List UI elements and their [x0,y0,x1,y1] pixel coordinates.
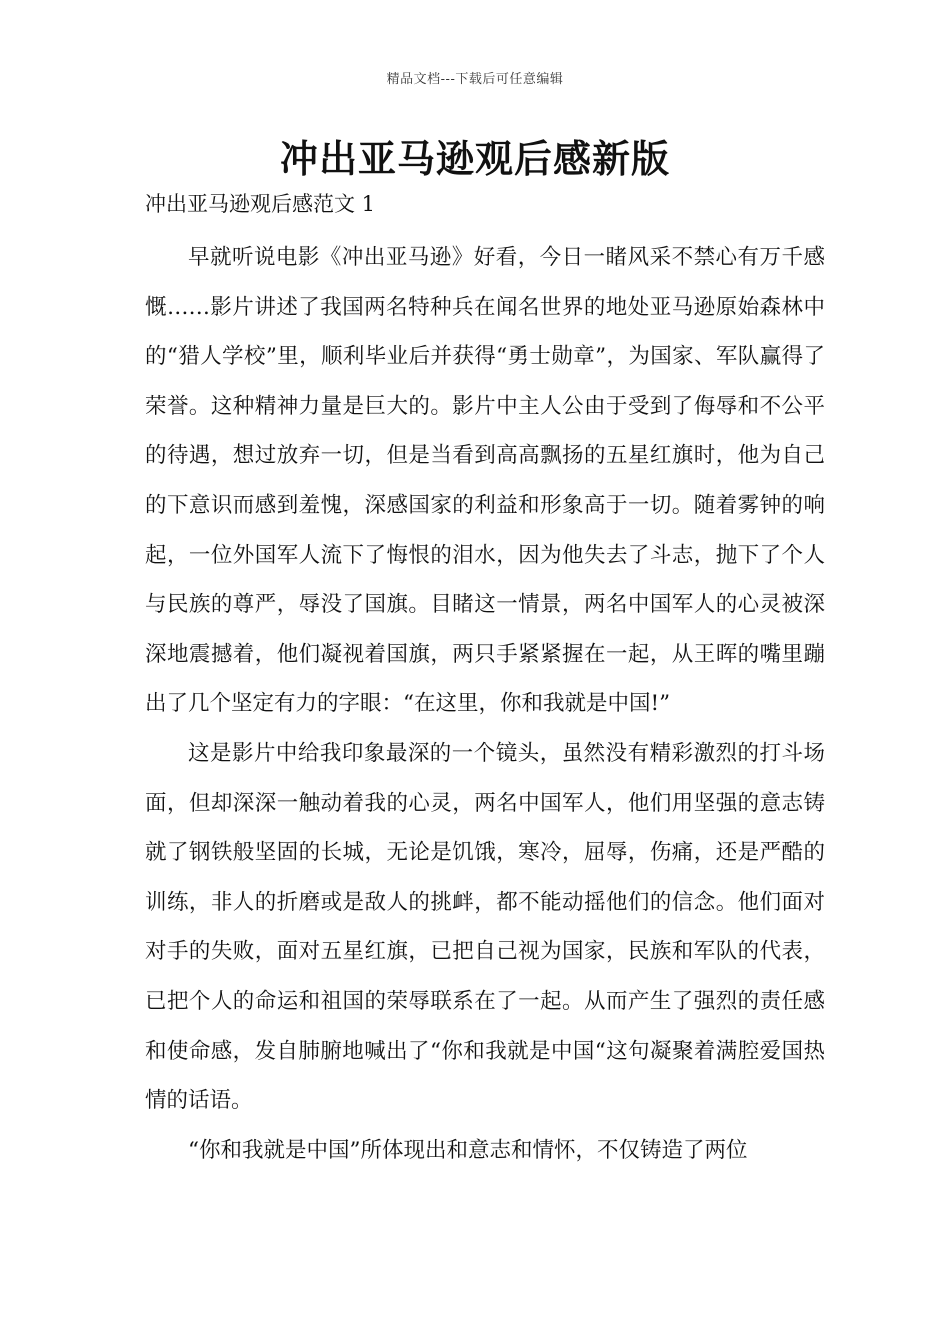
essay-subtitle: 冲出亚马逊观后感范文 1 [145,192,376,216]
paragraph-1: 早就听说电影《冲出亚马逊》好看，今日一睹风采不禁心有万千感慨……影片讲述了我国两名特种兵在闻名世界的地处亚马逊原始森林中的“猎人学校”里，顺利毕业后并获得“勇士勋章”，为国家、军队赢得了荣誉。这种精神力量是巨大的。影片中主人公由于受到了侮辱和不公平的待遇，想过放弃一切，但是当看到高高飘扬的五星红旗时，他为自己的下意识而感到羞愧，深感国家的利益和形象高于一切。随着雾钟的响起，一位外国军人流下了悔恨的泪水，因为他失去了斗志，抛下了个人与民族的尊严，辱没了国旗。目睹这一情景，两名中国军人的心灵被深深地震撼着，他们凝视着国旗，两只手紧紧握在一起，从王晖的嘴里蹦出了几个坚定有力的字眼：“在这里，你和我就是中国!” [145,245,825,717]
essay-body [145,233,825,1175]
header-note: 精品文档---下载后可任意编辑 [386,72,564,87]
paragraph-2: 这是影片中给我印象最深的一个镜头，虽然没有精彩激烈的打斗场面，但却深深一触动着我的心灵，两名中国军人，他们用坚强的意志铸就了钢铁般坚固的长城，无论是饥饿，寒冷，屈辱，伤痛，还是严酷的训练，非人的折磨或是敌人的挑衅，都不能动摇他们的信念。他们面对对手的失败，面对五星红旗，已把自己视为国家，民族和军队的代表，已把个人的命运和祖国的荣辱联系在了一起。从而产生了强烈的责任感和使命感，发自肺腑地喊出了“你和我就是中国“这句凝聚着满腔爱国热情的话语。 [145,740,825,1114]
paragraph-3: “你和我就是中国”所体现出和意志和情怀，不仅铸造了两位 [188,1137,748,1163]
document-title: 冲出亚马逊观后感新版 [279,136,670,181]
